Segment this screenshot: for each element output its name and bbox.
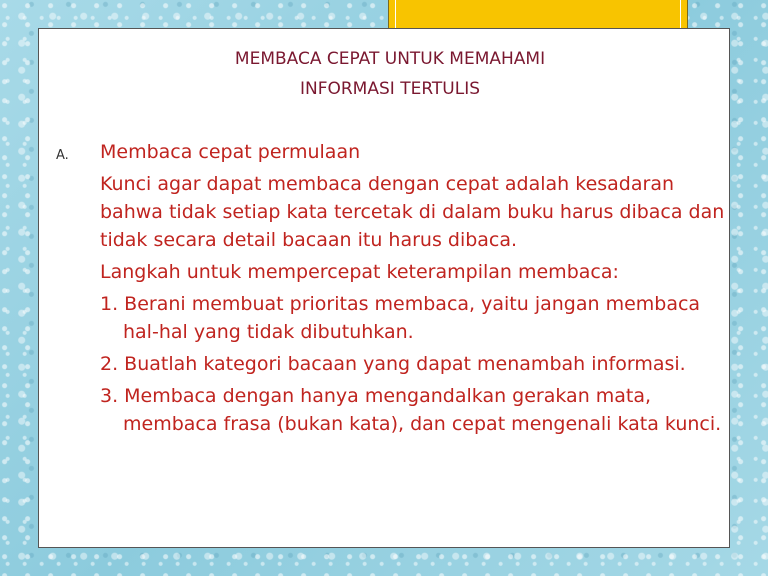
step-item-3: 3. Membaca dengan hanya mengandalkan gerakan mata, membaca frasa (bukan kata), dan cepat mengenali kata kunci.	[100, 385, 722, 435]
slide-title-line-1: MEMBACA CEPAT UNTUK MEMAHAMI	[234, 49, 546, 69]
paragraph-steps-intro: Langkah untuk mempercepat keterampilan membaca:	[100, 261, 619, 283]
step-item-1: 1. Berani membuat prioritas membaca, yaitu jangan membaca hal-hal yang tidak dibutuhkan.	[100, 293, 701, 343]
section-body	[100, 138, 740, 442]
section-heading: Membaca cepat permulaan	[100, 141, 361, 163]
paragraph-key-idea: Kunci agar dapat membaca dengan cepat adalah kesadaran bahwa tidak setiap kata tercetak di dalam buku harus dibaca dan tidak secara detail bacaan itu harus dibaca.	[100, 173, 725, 251]
section-marker: A.	[56, 148, 69, 163]
step-item-2: 2. Buatlah kategori bacaan yang dapat menambah informasi.	[100, 353, 686, 375]
slide-title-line-2: INFORMASI TERTULIS	[299, 79, 480, 99]
